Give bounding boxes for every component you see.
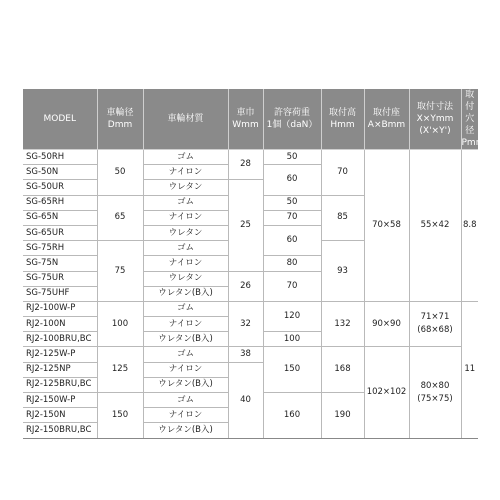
load-cell: 50 <box>263 150 321 165</box>
mount-height-cell: 190 <box>321 393 364 439</box>
material-cell: ウレタン <box>143 225 228 240</box>
model-cell: SG-75UR <box>23 271 97 286</box>
model-cell: RJ2-150N <box>23 408 97 423</box>
load-cell: 70 <box>263 271 321 301</box>
material-cell: ゴム <box>143 347 228 362</box>
material-cell: ウレタン(B入) <box>143 377 228 392</box>
plate-cell: 102×102 <box>364 347 409 438</box>
model-cell: RJ2-100N <box>23 317 97 332</box>
mount-height-cell: 85 <box>321 195 364 241</box>
material-cell: ウレタン(B入) <box>143 332 228 347</box>
load-cell: 150 <box>263 347 321 393</box>
wheel-width-cell: 26 <box>228 271 263 301</box>
load-cell: 160 <box>263 393 321 439</box>
hole-dia-cell: 8.8 <box>461 150 478 302</box>
mount-height-cell: 132 <box>321 301 364 347</box>
model-cell: SG-65UR <box>23 225 97 240</box>
material-cell: ウレタン(B入) <box>143 423 228 438</box>
wheel-width-cell: 40 <box>228 362 263 438</box>
spec-table <box>23 89 485 439</box>
wheel-width-cell: 32 <box>228 301 263 347</box>
load-cell: 120 <box>263 301 321 331</box>
wheel-dia-cell: 50 <box>97 150 143 196</box>
wheel-dia-cell: 65 <box>97 195 143 241</box>
model-cell: RJ2-100BRU,BC <box>23 332 97 347</box>
load-cell: 70 <box>263 210 321 225</box>
model-cell: RJ2-150W-P <box>23 393 97 408</box>
header-row <box>23 89 478 150</box>
col-mount-height: 取付高 Hmm <box>321 89 364 150</box>
model-cell: SG-50UR <box>23 180 97 195</box>
load-cell: 80 <box>263 256 321 271</box>
model-cell: RJ2-125W-P <box>23 347 97 362</box>
wheel-dia-cell: 125 <box>97 347 143 393</box>
model-cell: RJ2-125NP <box>23 362 97 377</box>
model-cell: SG-50N <box>23 165 97 180</box>
material-cell: ウレタン(B入) <box>143 286 228 301</box>
model-cell: SG-75UHF <box>23 286 97 301</box>
mount-height-cell: 168 <box>321 347 364 393</box>
wheel-dia-cell: 100 <box>97 301 143 347</box>
load-cell: 100 <box>263 332 321 347</box>
material-cell: ゴム <box>143 195 228 210</box>
hole-pitch-cell: 71×71 (68×68) <box>409 301 461 347</box>
col-hole-dia: 取付穴径 Pmm <box>461 90 485 148</box>
load-cell: 60 <box>263 225 321 255</box>
table-row <box>23 347 478 362</box>
col-plate: 取付座 A×Bmm <box>364 89 409 150</box>
model-cell: SG-75RH <box>23 241 97 256</box>
table-row <box>23 150 478 165</box>
material-cell: ナイロン <box>143 408 228 423</box>
model-cell: RJ2-150BRU,BC <box>23 423 97 438</box>
plate-cell: 90×90 <box>364 301 409 347</box>
material-cell: ゴム <box>143 301 228 316</box>
load-cell: 60 <box>263 165 321 195</box>
material-cell: ナイロン <box>143 210 228 225</box>
model-cell: SG-65N <box>23 210 97 225</box>
wheel-dia-cell: 75 <box>97 241 143 302</box>
model-cell: SG-65RH <box>23 195 97 210</box>
hole-pitch-cell: 55×42 <box>409 150 461 302</box>
mount-height-cell: 70 <box>321 150 364 196</box>
model-cell: RJ2-125BRU,BC <box>23 377 97 392</box>
plate-cell: 70×58 <box>364 150 409 302</box>
col-wheel-dia: 車輪径 Dmm <box>97 89 143 150</box>
material-cell: ナイロン <box>143 362 228 377</box>
material-cell: ゴム <box>143 393 228 408</box>
wheel-width-cell: 25 <box>228 180 263 271</box>
wheel-width-cell: 28 <box>228 150 263 180</box>
load-cell: 50 <box>263 195 321 210</box>
mount-height-cell: 93 <box>321 241 364 302</box>
model-cell: SG-75N <box>23 256 97 271</box>
col-load: 許容荷重 1個（daN） <box>263 89 321 150</box>
model-cell: RJ2-100W-P <box>23 301 97 316</box>
hole-dia-cell: 11 <box>461 301 478 438</box>
wheel-dia-cell: 150 <box>97 393 143 439</box>
material-cell: ナイロン <box>143 317 228 332</box>
material-cell: ゴム <box>143 150 228 165</box>
material-cell: ナイロン <box>143 165 228 180</box>
col-hole-pitch: 取付寸法 X×Ymm (X'×Y') <box>409 89 461 150</box>
col-wheel-material: 車輪材質 <box>143 89 228 150</box>
col-model: MODEL <box>23 89 97 150</box>
material-cell: ウレタン <box>143 271 228 286</box>
table-row <box>23 301 478 316</box>
model-cell: SG-50RH <box>23 150 97 165</box>
hole-pitch-cell: 80×80 (75×75) <box>409 347 461 438</box>
wheel-width-cell: 38 <box>228 347 263 362</box>
material-cell: ウレタン <box>143 180 228 195</box>
material-cell: ゴム <box>143 241 228 256</box>
material-cell: ナイロン <box>143 256 228 271</box>
col-wheel-width: 車巾 Wmm <box>228 89 263 150</box>
